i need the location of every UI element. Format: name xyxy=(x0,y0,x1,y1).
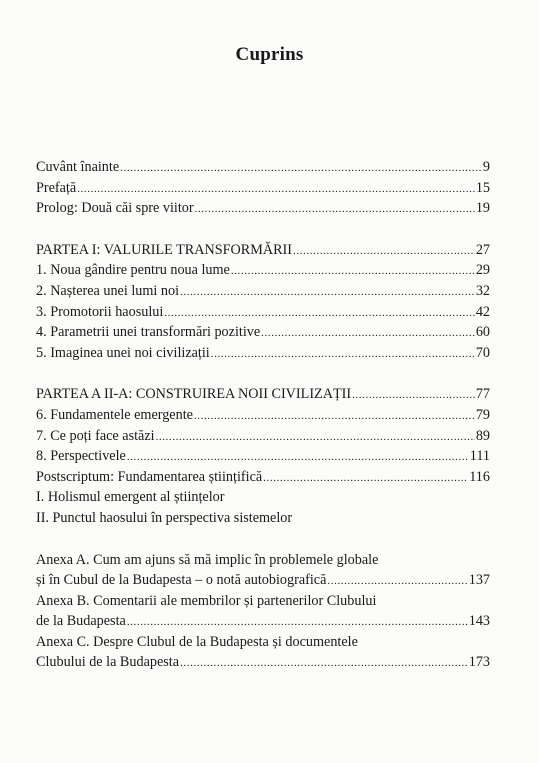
toc-entry-page: 143 xyxy=(468,613,490,630)
toc-entry-label: și în Cubul de la Budapesta – o notă autobiografică xyxy=(36,572,327,589)
toc-entry-label: 8. Perspectivele xyxy=(36,448,126,465)
toc-entry-label: Cuvânt înainte xyxy=(36,159,120,175)
toc-entry[interactable] xyxy=(36,281,490,302)
toc-section-part-two xyxy=(36,384,490,528)
toc-annex-first-line[interactable]: Anexa A. Cum am ajuns să mă implic în problemele globale xyxy=(36,551,379,568)
toc-entry-page: 77 xyxy=(475,386,490,403)
dot-leader xyxy=(180,652,468,674)
toc-entry-label: Postscriptum: Fundamentarea științifică xyxy=(36,468,263,485)
toc-entry[interactable] xyxy=(36,652,490,673)
dot-leader xyxy=(77,178,475,200)
toc-entry-label: 4. Parametrii unei transformări pozitive xyxy=(36,324,261,341)
toc-subentry[interactable]: I. Holismul emergent al științelor xyxy=(36,489,225,506)
toc-section-front-matter xyxy=(36,157,490,219)
toc-entry-page: 89 xyxy=(475,427,490,444)
toc-entry-label: PARTEA I: VALURILE TRANSFORMĂRII xyxy=(36,241,293,258)
toc-entry[interactable] xyxy=(36,302,490,323)
dot-leader xyxy=(127,611,468,633)
toc-entry[interactable] xyxy=(36,611,490,632)
table-of-contents xyxy=(36,157,490,673)
toc-entry-page: 29 xyxy=(475,262,490,279)
dot-leader xyxy=(327,570,467,592)
toc-entry-label: 1. Noua gândire pentru noua lume xyxy=(36,262,230,279)
toc-entry-page: 42 xyxy=(475,303,490,320)
toc-entry-page: 137 xyxy=(468,572,490,589)
toc-entry-page: 111 xyxy=(469,448,490,465)
toc-entry[interactable] xyxy=(36,467,490,488)
toc-entry-label: 3. Promotorii haosului xyxy=(36,303,164,320)
dot-leader xyxy=(127,446,469,468)
dot-leader xyxy=(352,384,475,406)
toc-entry-page: 79 xyxy=(475,406,490,423)
toc-entry[interactable] xyxy=(36,178,490,199)
dot-leader xyxy=(211,343,475,365)
toc-entry[interactable] xyxy=(36,405,490,426)
toc-entry[interactable] xyxy=(36,260,490,281)
toc-entry[interactable] xyxy=(36,384,490,405)
toc-entry-label: 2. Nașterea unei lumi noi xyxy=(36,282,180,299)
toc-entry-label: PARTEA A II-A: CONSTRUIREA NOII CIVILIZAȚII xyxy=(36,386,352,403)
toc-entry-page: 32 xyxy=(475,282,490,299)
dot-leader xyxy=(195,198,475,220)
toc-subentry[interactable]: II. Punctul haosului în perspectiva sistemelor xyxy=(36,509,293,526)
toc-entry[interactable] xyxy=(36,426,490,447)
toc-section-part-one xyxy=(36,240,490,364)
page-title: Cuprins xyxy=(235,44,304,65)
dot-leader xyxy=(164,302,475,324)
toc-entry-page: 27 xyxy=(475,241,490,258)
toc-entry-page: 173 xyxy=(468,654,490,671)
dot-leader xyxy=(261,322,475,344)
toc-entry-page: 19 xyxy=(475,200,490,217)
toc-entry-page: 9 xyxy=(482,159,490,175)
toc-annex-first-line[interactable]: Anexa B. Comentarii ale membrilor și partenerilor Clubului xyxy=(36,592,377,609)
dot-leader xyxy=(180,281,475,303)
toc-entry-label: de la Budapesta xyxy=(36,613,126,630)
dot-leader xyxy=(293,240,475,262)
toc-entry-label: 5. Imaginea unei noi civilizații xyxy=(36,344,210,361)
toc-section-annexes xyxy=(36,550,490,674)
toc-annex-first-line[interactable]: Anexa C. Despre Clubul de la Budapesta și documentele xyxy=(36,633,358,650)
toc-entry-label: 6. Fundamentele emergente xyxy=(36,406,193,423)
toc-entry[interactable] xyxy=(36,343,490,364)
dot-leader xyxy=(120,157,482,179)
dot-leader xyxy=(156,426,475,448)
toc-entry-page: 116 xyxy=(469,468,490,485)
toc-entry[interactable] xyxy=(36,322,490,343)
toc-entry-page: 60 xyxy=(475,324,490,341)
dot-leader xyxy=(231,260,475,282)
toc-entry[interactable] xyxy=(36,198,490,219)
dot-leader xyxy=(263,467,468,489)
toc-entry[interactable] xyxy=(36,240,490,261)
toc-entry[interactable] xyxy=(36,570,490,591)
toc-entry-page: 15 xyxy=(475,179,490,196)
toc-entry-label: Prolog: Două căi spre viitor xyxy=(36,200,194,217)
dot-leader xyxy=(194,405,475,427)
toc-entry-label: Clubului de la Budapesta xyxy=(36,654,180,671)
toc-entry-label: Prefață xyxy=(36,179,77,196)
toc-entry-page: 70 xyxy=(475,344,490,361)
toc-entry[interactable] xyxy=(36,446,490,467)
toc-entry[interactable] xyxy=(36,157,490,178)
toc-entry-label: 7. Ce poți face astăzi xyxy=(36,427,155,444)
